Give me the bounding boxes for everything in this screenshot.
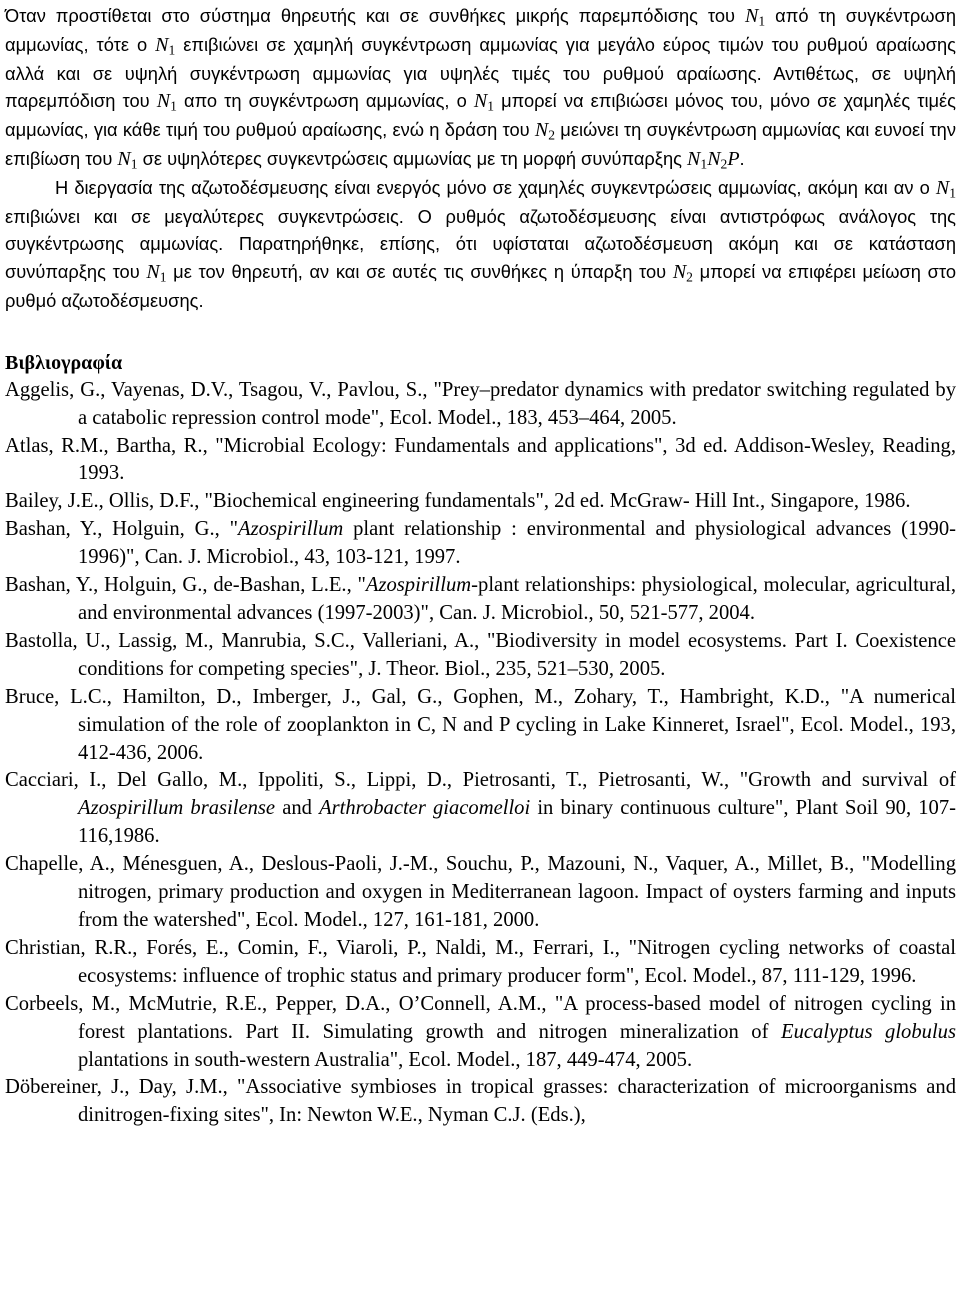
italic-run: Eucalyptus globulus [781, 1020, 956, 1043]
text-run: μειώνει τη συγκέντρωση αμμωνίας και ευνοεί την επιβίωση του [5, 119, 956, 169]
italic-run: Azospirillum [365, 574, 472, 597]
text-run: Döbereiner, J., Day, J.M., "Associative symbioses in tropical grasses: characterization of microorganisms and dinitrogen-fixing sites", In: Newton W.E., Nyman C.J. (Eds.), [5, 1076, 956, 1127]
text-run: Bailey, J.E., Ollis, D.F., "Biochemical engineering fundamentals", 2d ed. McGraw- Hill Int., Singapore, 1986. [5, 490, 911, 513]
text-run: Bashan, Y., Holguin, G., de-Bashan, L.E., " [5, 574, 366, 597]
reference-entry [5, 433, 956, 489]
text-run: plant relationship : environmental and physiological advances (1990-1996)", Can. J. Microbiol., 43, 103-121, 1997. [78, 518, 957, 569]
math-symbol: $N_1$ [155, 33, 176, 58]
reference-list [5, 377, 956, 1130]
reference-entry [5, 851, 956, 935]
math-symbol: $N_1$ [935, 176, 956, 201]
math-symbol: $N_1$ [687, 147, 708, 172]
reference-entry [5, 935, 956, 991]
math-symbol: $N_1$ [473, 90, 494, 114]
math-symbol: $N_2$ [707, 147, 728, 172]
text-run: Όταν προστίθεται στο σύστημα θηρευτής και σε συνθήκες μικρής παρεμπόδισης του [5, 5, 746, 26]
reference-entry [5, 488, 956, 516]
reference-entry [5, 377, 956, 433]
text-run: επιβιώνει σε χαμηλή συγκέντρωση αμμωνίας για μεγάλο εύρος τιμών του ρυθμού αραίωσης αλλά και σε υψηλή συγκέντρωση αμμωνίας για υψηλές τιμές του ρυθμού αραίωσης. Αντιθέτως, σε υψηλή παρεμπόδιση του [5, 33, 956, 112]
text-run: Bruce, L.C., Hamilton, D., Imberger, J., Gal, G., Gophen, M., Zohary, T., Hambright, K.D., "A numerical simulation of the role of zooplankton in C, N and P cycling in Lake Kinneret, Israel", Ecol. Model., 193, 412-436, 2006. [5, 685, 956, 764]
italic-run: Azospirillum [238, 518, 344, 541]
math-symbol: P [727, 147, 740, 170]
text-run: μπορεί να επιφέρει μείωση στο ρυθμό αζωτοδέσμευσης. [5, 261, 956, 311]
text-run: Aggelis, G., Vayenas, D.V., Tsagou, V., Pavlou, S., "Prey–predator dynamics with predator switching regulated by a catabolic repression control mode", Ecol. Model., 183, 453–464, 2005. [5, 378, 956, 429]
text-run: and [275, 797, 320, 820]
text-run: plantations in south-western Australia", Ecol. Model., 187, 449-474, 2005. [78, 1048, 693, 1071]
italic-run: Arthrobacter giacomelloi [319, 797, 531, 820]
text-run: . [739, 147, 745, 169]
text-run: από τη συγκέντρωση αμμωνίας, τότε ο [5, 5, 957, 55]
text-run: in binary continuous culture", Plant Soil 90, 107-116,1986. [78, 797, 957, 848]
reference-entry [5, 991, 956, 1075]
bibliography-heading: Βιβλιογραφία [5, 351, 123, 374]
text-run: Η διεργασία της αζωτοδέσμευσης είναι ενεργός μόνο σε χαμηλές συγκεντρώσεις αμμωνίας, ακόμη και αν ο [55, 176, 936, 198]
reference-entry [5, 572, 956, 628]
text-run: απο τη συγκέντρωση αμμωνίας, ο [176, 90, 474, 112]
text-run: Chapelle, A., Ménesguen, A., Deslous-Paoli, J.-M., Souchu, P., Mazouni, N., Vaquer, A., Millet, B., "Modelling nitrogen, primary production and oxygen in Mediterranean lagoon. Impact of oysters farming and inputs from the watershed", Ecol. Model., 127, 161-181, 2000. [5, 853, 956, 931]
math-symbol: $N_1$ [156, 90, 177, 114]
text-run: Corbeels, M., McMutrie, R.E., Pepper, D.A., O’Connell, A.M., "A process-based model of nitrogen cycling in forest plantations. Part II. Simulating growth and nitrogen mineralization of [5, 992, 956, 1043]
text-run: μπορεί να επιβιώσει μόνος του, μόνο σε χαμηλές τιμές αμμωνίας, για κάθε τιμή του ρυθμού αραίωσης, ενώ η δράση του [5, 90, 956, 141]
reference-entry [5, 1074, 956, 1130]
math-symbol: $N_1$ [146, 261, 167, 285]
math-symbol: $N_2$ [534, 119, 556, 143]
italic-run: Azospirillum brasilense [78, 797, 276, 820]
text-run: σε υψηλότερες συγκεντρώσεις αμμωνίας με τη μορφή συνύπαρξης [137, 147, 688, 169]
text-run: -plant relationships: physiological, molecular, agricultural, and environmental advances (1997-2003)", Can. J. Microbiol., 50, 521-577, 2004. [78, 574, 956, 625]
math-symbol: $N_1$ [117, 147, 138, 172]
text-run: Christian, R.R., Forés, E., Comin, F., Viaroli, P., Naldi, M., Ferrari, I., "Nitrogen cycling networks of coastal ecosystems: influence of trophic status and primary producer form", Ecol. Model., 87, 111-129, 1996. [5, 936, 956, 987]
text-run: Bashan, Y., Holguin, G., " [5, 518, 239, 541]
reference-entry [5, 684, 956, 768]
body-paragraph-2 [5, 174, 956, 315]
text-run: επιβιώνει και σε μεγαλύτερες συγκεντρώσεις. Ο ρυθμός αζωτοδέσμευσης είναι αντιστρόφως ανάλογος της συγκέντρωσης αμμωνίας. Παρατηρήθηκε, επίσης, ότι υφίσταται αζωτοδέσμευση ακόμη και σε κατάσταση συνύπαρξης του [5, 205, 956, 283]
body-paragraph-1 [5, 2, 956, 174]
reference-entry [5, 516, 956, 572]
reference-entry [5, 767, 956, 851]
text-run: Bastolla, U., Lassig, M., Manrubia, S.C., Valleriani, A., "Biodiversity in model ecosystems. Part I. Coexistence conditions for competing species", J. Theor. Biol., 235, 521–530, 2005. [5, 629, 956, 680]
reference-entry [5, 628, 956, 684]
text-run: με τον θηρευτή, αν και σε αυτές τις συνθήκες η ύπαρξη του [166, 261, 673, 283]
text-run: Atlas, R.M., Bartha, R., "Microbial Ecology: Fundamentals and applications", 3d ed. Addison-Wesley, Reading, 1993. [5, 434, 956, 485]
math-symbol: $N_1$ [745, 5, 766, 29]
math-symbol: $N_2$ [672, 261, 693, 285]
text-run: Cacciari, I., Del Gallo, M., Ippoliti, S., Lippi, D., Pietrosanti, T., Pietrosanti, W., "Growth and survival of [5, 769, 956, 792]
